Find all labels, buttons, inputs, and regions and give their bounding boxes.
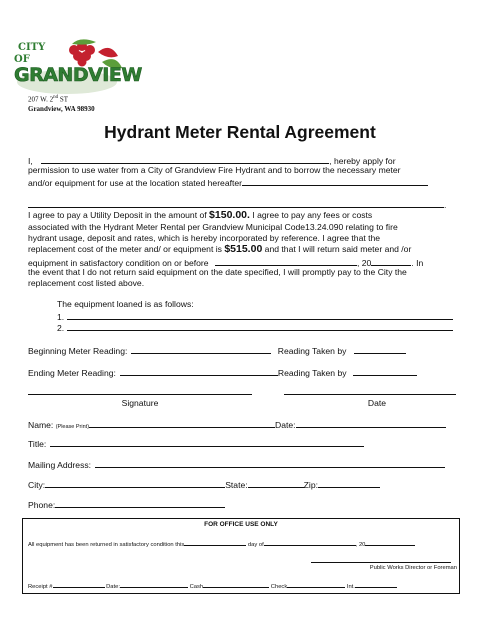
beginning-reading-row: Beginning Meter Reading: Reading Taken by: [28, 344, 406, 357]
deposit-line3: hydrant usage, deposit and rates, which is hereby incorporated by reference. I agree that the: [28, 233, 381, 243]
phone-field[interactable]: [55, 498, 225, 508]
signature-date-label: Date: [367, 398, 387, 408]
equipment-field-2[interactable]: [67, 321, 453, 331]
ending-taken-by-field[interactable]: [353, 366, 417, 376]
office-receipt-row: Receipt # Date: Cash Check Int.: [28, 580, 397, 590]
logo-city-text: CITY: [18, 42, 46, 53]
check-field[interactable]: [287, 580, 345, 588]
page-title: Hydrant Meter Rental Agreement: [104, 122, 376, 142]
signature-date-line[interactable]: [284, 394, 456, 395]
return-date-field[interactable]: [215, 256, 357, 266]
name-field[interactable]: [89, 418, 275, 428]
intro-line2: permission to use water from a City of Grandview Fire Hydrant and to borrow the necessary meter: [28, 165, 401, 175]
director-label: Public Works Director or Foreman: [369, 565, 457, 571]
mailing-row: Mailing Address:: [28, 458, 445, 471]
address-line2: Grandview, WA 98930: [28, 105, 95, 113]
office-returned-row: All equipment has been returned in satisfactory condition this day of , 20: [28, 538, 415, 548]
deposit-line5: equipment in satisfactory condition on or before , 20 . In: [28, 258, 424, 268]
receipt-field[interactable]: [53, 580, 105, 588]
cash-field[interactable]: [203, 580, 269, 588]
mailing-address-field[interactable]: [95, 458, 445, 468]
phone-row: Phone:: [28, 498, 225, 511]
return-year-field[interactable]: [371, 256, 411, 266]
logo-of-text: OF: [14, 54, 30, 65]
city-logo: [12, 38, 142, 98]
office-month-field[interactable]: [264, 538, 356, 546]
equipment-item-2: 2.: [57, 321, 453, 334]
replacement-amount: $515.00: [224, 243, 263, 255]
beginning-reading-field[interactable]: [131, 344, 271, 354]
director-signature-line[interactable]: [311, 562, 451, 563]
address-line1: 207 W. 2nd ST: [28, 95, 69, 104]
equipment-label: The equipment loaned is as follows:: [57, 299, 194, 309]
logo-grandview-text: GRANDVIEW: [14, 64, 142, 86]
office-day-field[interactable]: [184, 538, 246, 546]
signature-line[interactable]: [28, 394, 252, 395]
state-field[interactable]: [248, 478, 304, 488]
beginning-taken-by-field[interactable]: [354, 344, 406, 354]
title-field[interactable]: [50, 437, 364, 447]
deposit-line2: associated with the Hydrant Meter Rental per Grandview Municipal Code13.24.090 relating to fire: [28, 222, 398, 232]
deposit-line7: replacement cost listed above.: [28, 278, 145, 288]
deposit-amount: $150.00.: [209, 209, 250, 221]
office-use-heading: FOR OFFICE USE ONLY: [204, 521, 278, 528]
title-row: Title:: [28, 437, 364, 450]
intro-line3: and/or equipment for use at the location stated hereafter: [28, 176, 428, 189]
intro-line4: .: [28, 198, 446, 211]
deposit-line1: I agree to pay a Utility Deposit in the amount of $150.00. I agree to pay any fees or costs: [28, 209, 373, 221]
office-year-field[interactable]: [365, 538, 415, 546]
office-use-box: [22, 518, 460, 594]
equipment-item-1: 1.: [57, 310, 453, 323]
city-row: City: State: Zip:: [28, 478, 380, 491]
name-row: Name: (Please Print) Date:: [28, 418, 446, 433]
ending-reading-row: Ending Meter Reading: Reading Taken by: [28, 366, 417, 379]
intro-line1: I, , hereby apply for: [28, 156, 396, 166]
location-field-2[interactable]: [28, 198, 444, 208]
location-field-1[interactable]: [242, 176, 428, 186]
deposit-line6: the event that I do not return said equipment on the date specified, I will promptly pay to the City the: [28, 267, 407, 277]
signature-label: Signature: [121, 398, 159, 408]
ending-reading-field[interactable]: [120, 366, 278, 376]
equipment-field-1[interactable]: [67, 310, 453, 320]
city-field[interactable]: [45, 478, 225, 488]
int-field[interactable]: [355, 580, 397, 588]
deposit-line4: replacement cost of the meter and/ or equipment is $515.00 and that I will return said meter and /or: [28, 243, 412, 255]
receipt-date-field[interactable]: [120, 580, 188, 588]
zip-field[interactable]: [318, 478, 380, 488]
applicant-name-field[interactable]: [41, 154, 329, 164]
date-field[interactable]: [296, 418, 446, 428]
